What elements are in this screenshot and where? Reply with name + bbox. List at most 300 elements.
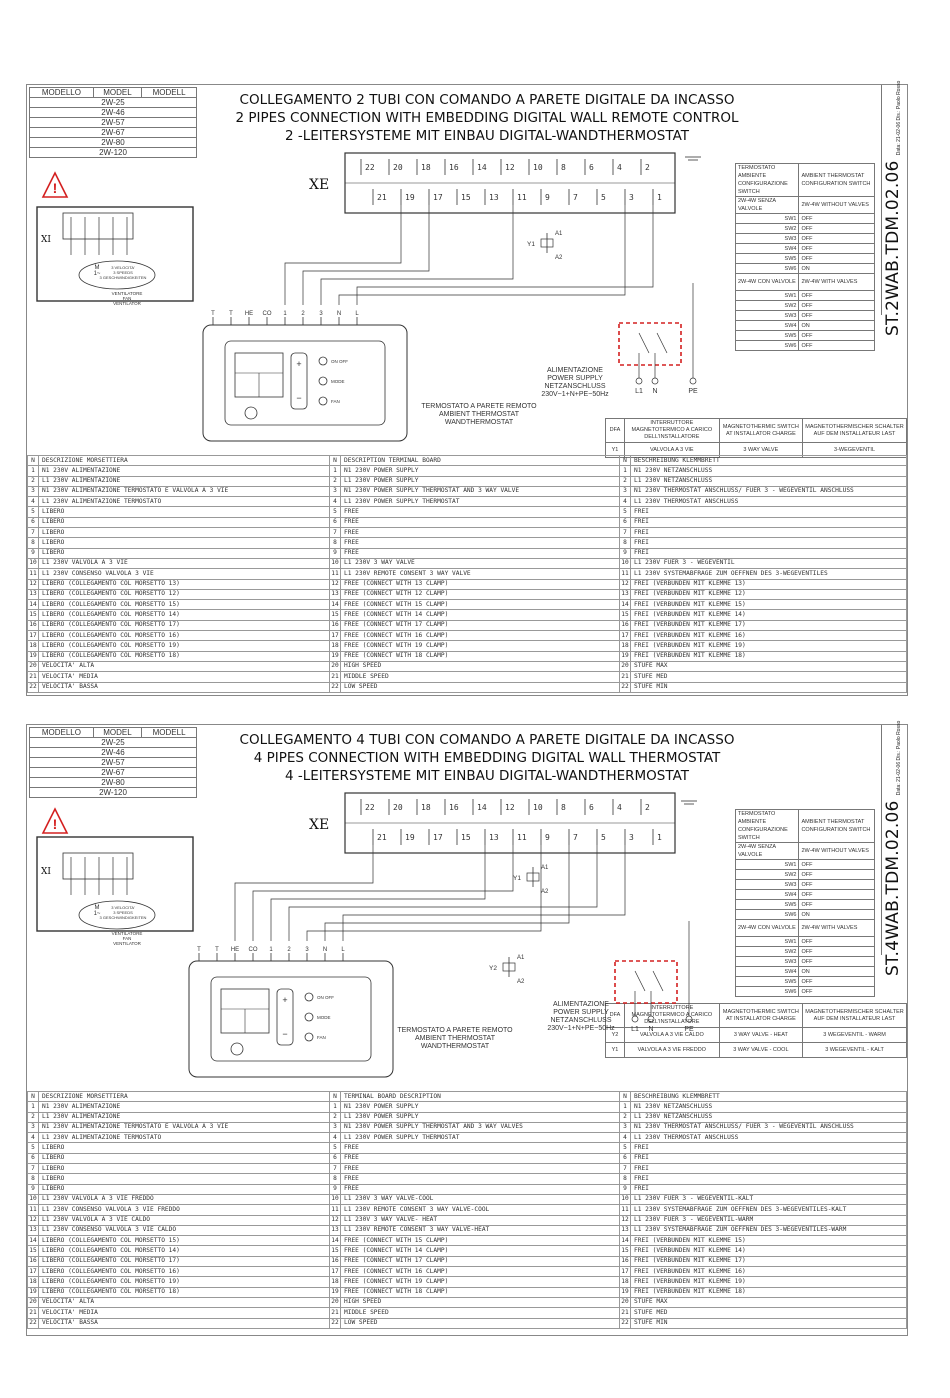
title-line: 2 PIPES CONNECTION WITH EMBEDDING DIGITAL WALL REMOTE CONTROL <box>235 110 739 126</box>
terminal-number: 15 <box>28 1246 39 1256</box>
terms-row <box>28 538 907 548</box>
model-name: 2W-57 <box>30 118 197 128</box>
terminal-description: FREE <box>341 1153 620 1163</box>
xe-terminal-label: 6 <box>589 803 594 812</box>
opt-cell: 3 WAY VALVE <box>719 443 802 458</box>
terms-row <box>28 589 907 599</box>
terms-row <box>28 528 907 538</box>
terminal-description: LIBERO (COLLEGAMENTO COL MORSETTO 19) <box>39 1277 330 1287</box>
terminal-number: 13 <box>620 1225 631 1235</box>
terminal-description: FREE <box>341 1143 620 1153</box>
motor-label: 3 GESCHWINDIGKEITEN <box>99 275 147 280</box>
cfg-switch-row <box>736 860 875 870</box>
motor-label: 1~ <box>93 911 101 917</box>
terminal-description: STUFE MAX <box>631 661 907 671</box>
power-supply-caption <box>527 367 623 399</box>
switch-name: SW2 <box>736 947 799 957</box>
terminal-number: 6 <box>28 1153 39 1163</box>
terminal-number: 8 <box>620 1174 631 1184</box>
terminal-number: 3 <box>330 486 341 496</box>
opt-cell: Y1 <box>606 1043 625 1058</box>
plus-icon: + <box>296 359 302 369</box>
terminal-description: FREE <box>341 528 620 538</box>
terminal-number: 22 <box>620 1318 631 1328</box>
switch-name: SW4 <box>736 244 799 254</box>
thermostat-wire <box>357 205 653 305</box>
terminal-description: STUFE MED <box>631 1308 907 1318</box>
terminal-description: LIBERO (COLLEGAMENTO COL MORSETTO 18) <box>39 1287 330 1297</box>
terminal-description: LIBERO (COLLEGAMENTO COL MORSETTO 16) <box>39 1267 330 1277</box>
thermostat-terminal-label: L <box>341 947 345 953</box>
terminal-number: 11 <box>620 1205 631 1215</box>
cfg-switch-row <box>736 900 875 910</box>
power-supply-line: NETZANSCHLUSS <box>550 1017 612 1024</box>
terminal-number: 21 <box>28 1308 39 1318</box>
switch-name: SW1 <box>736 291 799 301</box>
terminal-number: 20 <box>620 1297 631 1307</box>
terminal-description: LIBERO <box>39 1184 330 1194</box>
terms-row <box>28 1308 907 1318</box>
thermostat-caption <box>409 403 549 427</box>
power-terminal <box>636 378 642 384</box>
terminal-number: 1 <box>28 466 39 476</box>
terminal-number: 10 <box>330 558 341 568</box>
terminal-description: N1 230V ALIMENTAZIONE TERMOSTATO E VALVOLA A 3 VIE <box>39 486 330 496</box>
terms-row <box>28 1267 907 1277</box>
terminal-description: VELOCITA' BASSA <box>39 682 330 692</box>
terminal-number: 14 <box>28 1236 39 1246</box>
terms-row <box>28 569 907 579</box>
terminal-number: 8 <box>330 538 341 548</box>
switch-state: OFF <box>799 214 875 224</box>
xe-terminal-label: 8 <box>561 163 566 172</box>
terminal-description: L1 230V NETZANSCHLUSS <box>631 1112 907 1122</box>
thermostat-button[interactable] <box>319 397 327 405</box>
thermostat-button[interactable] <box>319 357 327 365</box>
xe-terminal-label: 7 <box>573 193 578 202</box>
models-header-cell: MODELLO <box>30 728 94 738</box>
switch-state: OFF <box>799 224 875 234</box>
thermostat-terminal-label: 3 <box>305 947 309 953</box>
cfg-header-en: AMBIENT THERMOSTAT CONFIGURATION SWITCH <box>799 810 875 843</box>
terminal-description: L1 230V NETZANSCHLUSS <box>631 476 907 486</box>
xe-terminal-label: 5 <box>601 833 606 842</box>
terminal-number: 2 <box>330 476 341 486</box>
xe-terminal-label: 8 <box>561 803 566 812</box>
switch-state: OFF <box>799 900 875 910</box>
title-line: 4 PIPES CONNECTION WITH EMBEDDING DIGITAL WALL THERMOSTAT <box>253 750 721 766</box>
terms-row <box>28 1143 907 1153</box>
xe-terminal-label: 11 <box>517 833 527 842</box>
thermostat-wire <box>325 845 569 941</box>
terms-row <box>28 1112 907 1122</box>
terms-row <box>28 1102 907 1112</box>
terminal-number: 22 <box>330 1318 341 1328</box>
terminal-description: FREE (CONNECT WITH 14 CLAMP) <box>341 1246 620 1256</box>
cfg-switch-row <box>736 870 875 880</box>
terminal-description: L1 230V ALIMENTAZIONE <box>39 1112 330 1122</box>
terms-row <box>28 672 907 682</box>
terms-header-cell: DESCRIZIONE MORSETTIERA <box>39 1092 330 1102</box>
opt-header-cell: INTERRUTTORE MAGNETOTERMICO A CARICO DELL'INSTALLATORE <box>625 419 720 443</box>
thermostat-button[interactable] <box>305 1033 313 1041</box>
terminal-description: FREI <box>631 517 907 527</box>
terminal-description: N1 230V POWER SUPPLY THERMOSTAT AND 3 WAY VALVES <box>341 1122 620 1132</box>
terminal-description: LIBERO <box>39 507 330 517</box>
power-terminal-label: PE <box>688 388 698 395</box>
terminal-description: FREI (VERBUNDEN MIT KLEMME 14) <box>631 1246 907 1256</box>
terminal-description: L1 230V SYSTEMABFRAGE ZUM OEFFNEN DES 3-WEGEVENTILES-KALT <box>631 1205 907 1215</box>
terminal-description: LIBERO <box>39 1174 330 1184</box>
terminal-number: 22 <box>28 1318 39 1328</box>
cfg-switch-row <box>736 224 875 234</box>
terminal-number: 15 <box>28 610 39 620</box>
terminal-number: 18 <box>330 1277 341 1287</box>
switch-state: ON <box>799 321 875 331</box>
terminal-number: 3 <box>620 1122 631 1132</box>
terminal-number: 14 <box>28 600 39 610</box>
terminal-description: FREI (VERBUNDEN MIT KLEMME 17) <box>631 620 907 630</box>
xe-terminal-label: 14 <box>477 803 487 812</box>
terminal-number: 10 <box>28 1194 39 1204</box>
terms-row <box>28 631 907 641</box>
terminal-description: FREE (CONNECT WITH 19 CLAMP) <box>341 1277 620 1287</box>
cfg-switch-row <box>736 264 875 274</box>
terminal-number: 22 <box>28 682 39 692</box>
cfg-switch-row <box>736 244 875 254</box>
switch-state: ON <box>799 264 875 274</box>
thermostat-caption-line: AMBIENT THERMOSTAT <box>415 1035 495 1042</box>
opt-header-cell: DFA <box>606 1004 625 1028</box>
thermostat-terminal-label: T <box>215 947 219 953</box>
xe-label: XE <box>309 177 330 193</box>
terminal-description: LOW SPEED <box>341 682 620 692</box>
thermostat-wire <box>343 845 625 941</box>
terminal-description: LIBERO (COLLEGAMENTO COL MORSETTO 13) <box>39 579 330 589</box>
terms-header-row <box>28 1092 907 1102</box>
power-terminal-label: L1 <box>631 1026 639 1033</box>
model-name: 2W-57 <box>30 758 197 768</box>
power-terminal-label: N <box>652 388 658 395</box>
terminal-description: STUFE MIN <box>631 1318 907 1328</box>
terminal-number: 14 <box>620 600 631 610</box>
terminal-number: 20 <box>28 661 39 671</box>
terminal-number: 16 <box>330 1256 341 1266</box>
thermostat-button[interactable] <box>305 993 313 1001</box>
terms-row <box>28 1133 907 1143</box>
terminal-description: L1 230V CONSENSO VALVOLA 3 VIE CALDO <box>39 1225 330 1235</box>
xe-terminal-label: 2 <box>645 803 650 812</box>
xe-terminal-label: 1 <box>657 833 662 842</box>
cfg-group-en: 2W-4W WITHOUT VALVES <box>799 197 875 214</box>
opt-header-cell: MAGNETOTHERMISCHER SCHALTER AUF DEM INSTALLATEUR LAST <box>803 419 907 443</box>
power-terminal <box>648 1016 654 1022</box>
terminal-number: 17 <box>620 1267 631 1277</box>
terminal-description: LIBERO <box>39 1153 330 1163</box>
terminal-number: 3 <box>330 1122 341 1132</box>
thermostat-terminal-label: 1 <box>269 947 273 953</box>
terminal-description: FREI (VERBUNDEN MIT KLEMME 15) <box>631 600 907 610</box>
models-header-cell: MODELLO <box>30 88 94 98</box>
model-name: 2W-80 <box>30 778 197 788</box>
thermostat-button[interactable] <box>319 377 327 385</box>
thermostat-terminal-label: 1 <box>283 311 287 317</box>
terminal-number: 21 <box>620 672 631 682</box>
terms-row <box>28 1297 907 1307</box>
power-terminal-label: L1 <box>635 388 643 395</box>
switch-name: SW3 <box>736 880 799 890</box>
xe-terminal-label: 19 <box>405 833 415 842</box>
terminal-number: 20 <box>28 1297 39 1307</box>
terminal-description: FREE <box>341 1164 620 1174</box>
terms-header-cell: N <box>330 456 341 466</box>
terminal-number: 19 <box>620 651 631 661</box>
switch-name: SW5 <box>736 977 799 987</box>
power-supply-line: ALIMENTAZIONE <box>553 1001 609 1008</box>
terminal-number: 7 <box>330 528 341 538</box>
models-header-cell: MODELL <box>142 728 197 738</box>
terms-row <box>28 1153 907 1163</box>
xe-terminal-label: 17 <box>433 833 443 842</box>
switch-name: SW6 <box>736 910 799 920</box>
switch-name: SW2 <box>736 301 799 311</box>
terms-row <box>28 1205 907 1215</box>
terminal-number: 9 <box>620 1184 631 1194</box>
minus-icon: − <box>296 393 302 403</box>
terms-row <box>28 1225 907 1235</box>
terminal-number: 6 <box>620 517 631 527</box>
terminal-number: 3 <box>28 486 39 496</box>
installer-switch-dfa <box>615 961 677 1003</box>
cfg-group-en: 2W-4W WITH VALVES <box>799 920 875 937</box>
cfg-switch-row <box>736 311 875 321</box>
switch-state: OFF <box>799 880 875 890</box>
terms-row <box>28 610 907 620</box>
fan-label: VENTILATOR <box>113 941 141 946</box>
terminal-number: 7 <box>28 528 39 538</box>
terminal-description: FREI <box>631 1184 907 1194</box>
terminal-number: 11 <box>620 569 631 579</box>
terminal-description: N1 230V ALIMENTAZIONE <box>39 466 330 476</box>
terminal-description: FREI <box>631 538 907 548</box>
model-name: 2W-25 <box>30 98 197 108</box>
terminal-number: 7 <box>620 1164 631 1174</box>
switch-state: OFF <box>799 254 875 264</box>
switch-state: OFF <box>799 331 875 341</box>
terminal-number: 15 <box>620 1246 631 1256</box>
terminal-description: L1 230V THERMOSTAT ANSCHLUSS <box>631 497 907 507</box>
title-line: 4 -LEITERSYSTEME MIT EINBAU DIGITAL-WANDTHERMOSTAT <box>285 768 689 784</box>
cfg-switch-row <box>736 331 875 341</box>
thermostat-caption-line: AMBIENT THERMOSTAT <box>439 411 519 418</box>
terminal-number: 17 <box>330 1267 341 1277</box>
model-name: 2W-120 <box>30 788 197 798</box>
terminal-number: 9 <box>330 1184 341 1194</box>
terminal-description: L1 230V VALVOLA A 3 VIE CALDO <box>39 1215 330 1225</box>
thermostat-terminal-label: N <box>336 311 342 317</box>
terminal-number: 21 <box>620 1308 631 1318</box>
thermostat-terminal-label: 3 <box>319 311 323 317</box>
thermostat-button[interactable] <box>305 1013 313 1021</box>
xe-terminal-label: 17 <box>433 193 443 202</box>
xe-terminal-label: 2 <box>645 163 650 172</box>
terminal-description: FREI <box>631 548 907 558</box>
xe-terminal-label: 13 <box>489 833 499 842</box>
thermostat-button-label: FAN <box>331 399 340 404</box>
terminal-number: 2 <box>620 1112 631 1122</box>
terminal-description: FREI (VERBUNDEN MIT KLEMME 16) <box>631 631 907 641</box>
models-header-cell: MODEL <box>93 728 141 738</box>
terminal-number: 5 <box>620 1143 631 1153</box>
terminal-description: L1 230V VALVOLA A 3 VIE FREDDO <box>39 1194 330 1204</box>
thermostat-terminal-label: HE <box>244 311 254 317</box>
cfg-group-row <box>736 843 875 860</box>
terminal-description: FREE <box>341 1174 620 1184</box>
switch-state: OFF <box>799 234 875 244</box>
terminal-number: 12 <box>330 1215 341 1225</box>
valve-code: Y2 <box>489 965 497 972</box>
terminal-number: 6 <box>620 1153 631 1163</box>
motor-label: 3 VELOCITA' <box>111 905 135 910</box>
switch-state: OFF <box>799 957 875 967</box>
terminal-number: 18 <box>620 641 631 651</box>
terminal-description: LIBERO (COLLEGAMENTO COL MORSETTO 16) <box>39 631 330 641</box>
switch-contact <box>653 971 663 991</box>
xe-terminal-label: 22 <box>365 803 375 812</box>
switch-name: SW3 <box>736 311 799 321</box>
power-terminal-label: N <box>648 1026 654 1033</box>
terminal-number: 18 <box>620 1277 631 1287</box>
terminal-description: STUFE MED <box>631 672 907 682</box>
terminal-number: 16 <box>620 620 631 630</box>
motor-label: M <box>94 265 100 271</box>
terminal-number: 16 <box>28 620 39 630</box>
terminal-description: L1 230V POWER SUPPLY THERMOSTAT <box>341 497 620 507</box>
terminal-description: N1 230V NETZANSCHLUSS <box>631 1102 907 1112</box>
terminal-number: 16 <box>28 1256 39 1266</box>
xi-terminal-block <box>63 213 133 239</box>
xe-terminal-label: 13 <box>489 193 499 202</box>
terminal-description: VELOCITA' MEDIA <box>39 1308 330 1318</box>
fan-label: VENTILATORE <box>111 931 143 936</box>
power-supply-caption <box>533 1001 629 1033</box>
terminal-description: FREI <box>631 1174 907 1184</box>
xe-terminal-label: 15 <box>461 193 471 202</box>
terms-header-cell: N <box>28 456 39 466</box>
valve-code: Y1 <box>513 875 521 882</box>
power-supply-line: POWER SUPPLY <box>547 375 603 382</box>
terminal-number: 12 <box>620 1215 631 1225</box>
terminal-number: 8 <box>330 1174 341 1184</box>
switch-state: ON <box>799 910 875 920</box>
terminal-number: 21 <box>330 672 341 682</box>
valve-terminal-a1: A1 <box>517 955 525 961</box>
terminal-description: FREI (VERBUNDEN MIT KLEMME 14) <box>631 610 907 620</box>
minus-icon: − <box>282 1029 288 1039</box>
terminal-number: 2 <box>28 476 39 486</box>
terminal-description: FREE (CONNECT WITH 16 CLAMP) <box>341 631 620 641</box>
power-terminal <box>652 378 658 384</box>
terms-row <box>28 641 907 651</box>
switch-name: SW3 <box>736 234 799 244</box>
terminal-description: FREI <box>631 507 907 517</box>
terminal-number: 16 <box>620 1256 631 1266</box>
wiring-sheet-2-pipes <box>26 80 908 696</box>
xe-terminal-label: 21 <box>377 833 387 842</box>
thermostat-terminal-label: HE <box>230 947 240 953</box>
terminal-number: 15 <box>330 610 341 620</box>
model-name: 2W-46 <box>30 748 197 758</box>
terminal-number: 7 <box>330 1164 341 1174</box>
terminal-number: 4 <box>28 497 39 507</box>
terminal-description: FREI (VERBUNDEN MIT KLEMME 15) <box>631 1236 907 1246</box>
terminal-description: LIBERO (COLLEGAMENTO COL MORSETTO 17) <box>39 620 330 630</box>
terminal-description: FREE (CONNECT WITH 12 CLAMP) <box>341 589 620 599</box>
terminal-number: 12 <box>28 579 39 589</box>
xe-terminal-label: 4 <box>617 803 622 812</box>
title-line: COLLEGAMENTO 2 TUBI CON COMANDO A PARETE DIGITALE DA INCASSO <box>239 92 735 108</box>
model-name: 2W-46 <box>30 108 197 118</box>
thermostat-caption-line: WANDTHERMOSTAT <box>444 419 514 426</box>
terms-row <box>28 1174 907 1184</box>
thermostat-terminal-label: 2 <box>287 947 291 953</box>
power-supply-line: 230V~1+N+PE~50Hz <box>541 391 609 398</box>
switch-name: SW6 <box>736 341 799 351</box>
terms-row <box>28 1246 907 1256</box>
terminal-number: 8 <box>28 1174 39 1184</box>
cfg-group-row <box>736 274 875 291</box>
terms-row <box>28 1164 907 1174</box>
terminal-description: FREI (VERBUNDEN MIT KLEMME 16) <box>631 1267 907 1277</box>
terminal-description: FREE (CONNECT WITH 15 CLAMP) <box>341 1236 620 1246</box>
switch-name: SW2 <box>736 224 799 234</box>
thermostat-wire <box>271 845 485 941</box>
switch-state: OFF <box>799 977 875 987</box>
terminal-number: 2 <box>620 476 631 486</box>
xe-terminal-label: 18 <box>421 163 431 172</box>
xi-terminal-block <box>63 853 133 879</box>
terminal-number: 21 <box>28 672 39 682</box>
terms-header-cell: N <box>620 456 631 466</box>
terms-row <box>28 651 907 661</box>
terminal-number: 2 <box>28 1112 39 1122</box>
terminal-description: L1 230V ALIMENTAZIONE <box>39 476 330 486</box>
cfg-switch-row <box>736 301 875 311</box>
terms-row <box>28 1184 907 1194</box>
terminal-description: N1 230V THERMOSTAT ANSCHLUSS/ FUER 3 - WEGEVENTIL ANSCHLUSS <box>631 486 907 496</box>
terminal-description: LIBERO (COLLEGAMENTO COL MORSETTO 17) <box>39 1256 330 1266</box>
terminal-description: N1 230V NETZANSCHLUSS <box>631 466 907 476</box>
terminal-number: 1 <box>330 466 341 476</box>
thermostat-terminal-label: N <box>322 947 328 953</box>
motor-label: 3 GESCHWINDIGKEITEN <box>99 915 147 920</box>
terminal-number: 17 <box>28 631 39 641</box>
opt-header-cell: MAGNETOTHERMIC SWITCH AT INSTALLATOR CHARGE <box>719 419 802 443</box>
terminal-number: 6 <box>330 517 341 527</box>
xe-terminal-label: 20 <box>393 163 403 172</box>
terminal-description: L1 230V CONSENSO VALVOLA 3 VIE <box>39 569 330 579</box>
thermostat-caption <box>385 1027 525 1051</box>
fan-label: FAN <box>122 936 132 941</box>
terminal-number: 1 <box>620 466 631 476</box>
cfg-group-en: 2W-4W WITH VALVES <box>799 274 875 291</box>
valve-terminal-a2: A2 <box>555 255 563 261</box>
terminal-description: LIBERO (COLLEGAMENTO COL MORSETTO 19) <box>39 641 330 651</box>
terminal-description: MIDDLE SPEED <box>341 672 620 682</box>
terminal-number: 13 <box>620 589 631 599</box>
terminal-number: 9 <box>620 548 631 558</box>
opt-header-cell: DFA <box>606 419 625 443</box>
